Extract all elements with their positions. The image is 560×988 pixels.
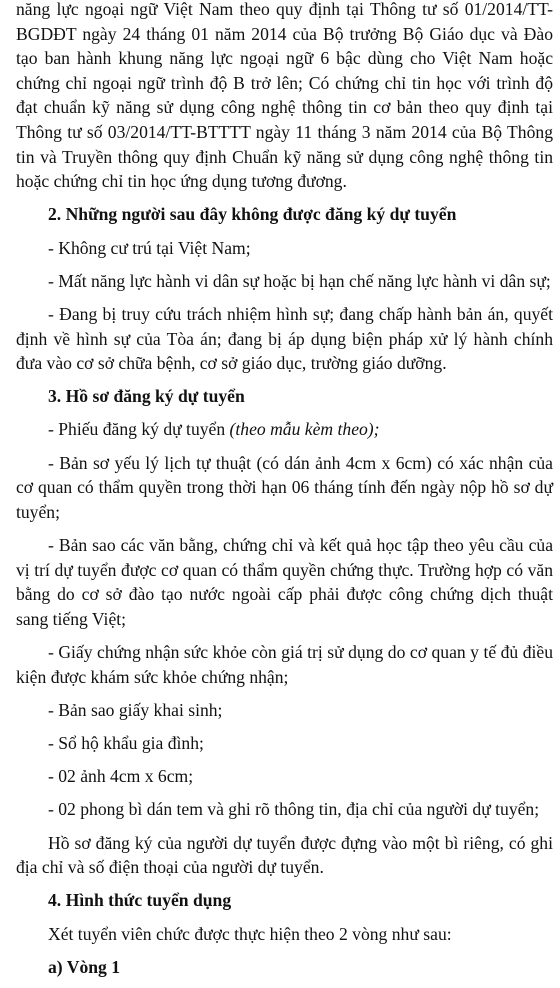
heading-round-1: a) Vòng 1: [48, 956, 121, 977]
list-item-diplomas: - Bản sao các văn bằng, chứng chỉ và kết quả học tập theo yêu cầu của vị trí dự tuyển được cơ quan có thẩm quyền chứng thực. Trường hợp có văn bằng do cơ sở đào tạo nước ngoài cấp phải được công chứng dịch thuật sang tiếng Việt;: [16, 535, 553, 629]
list-item-household-register: - Sổ hộ khẩu gia đình;: [48, 732, 204, 753]
paragraph-language-it-requirements: năng lực ngoại ngữ Việt Nam theo quy định tại Thông tư số 01/2014/TT-BGDĐT ngày 24 tháng 01 năm 2014 của Bộ trưởng Bộ Giáo dục và Đào tạo ban hành khung năng lực ngoại ngữ 6 bậc dùng cho Việt Nam hoặc chứng chỉ ngoại ngữ trình độ B trở lên; Có chứng chỉ tin học với trình độ đạt chuẩn kỹ năng sử dụng công nghệ thông tin cơ bản theo quy định tại Thông tư số 03/2014/TT-BTTTT ngày 11 tháng 3 năm 2014 của Bộ Thông tin và Truyền thông quy định Chuẩn kỹ năng sử dụng công nghệ thông tin hoặc chứng chỉ tin học ứng dụng tương đương.: [16, 0, 553, 192]
list-item-civil-capacity: - Mất năng lực hành vi dân sự hoặc bị hạn chế năng lực hành vi dân sự;: [48, 270, 551, 291]
list-item-photos: - 02 ảnh 4cm x 6cm;: [48, 766, 194, 787]
heading-recruitment-form: 4. Hình thức tuyển dụng: [48, 890, 232, 911]
heading-application-dossier: 3. Hồ sơ đăng ký dự tuyển: [48, 386, 245, 407]
list-item-birth-certificate: - Bản sao giấy khai sinh;: [48, 699, 223, 720]
heading-ineligible-persons: 2. Những người sau đây không được đăng ký dự tuyển: [48, 204, 457, 225]
paragraph-two-rounds: Xét tuyển viên chức được thực hiện theo 2 vòng như sau:: [48, 923, 452, 944]
paragraph-dossier-packaging: Hồ sơ đăng ký của người dự tuyển được đựng vào một bì riêng, có ghi địa chỉ và số điện thoại của người dự tuyển.: [16, 832, 553, 878]
list-item-envelopes: - 02 phong bì dán tem và ghi rõ thông tin, địa chỉ của người dự tuyển;: [48, 799, 540, 820]
application-form-note: (theo mẫu kèm theo);: [229, 419, 380, 440]
application-form-text: - Phiếu đăng ký dự tuyển: [48, 419, 230, 440]
list-item-application-form: [16, 417, 553, 442]
list-item-health-certificate: - Giấy chứng nhận sức khỏe còn giá trị sử dụng do cơ quan y tế đủ điều kiện được khám sức khỏe chứng nhận;: [16, 642, 553, 687]
list-item-curriculum-vitae: - Bản sơ yếu lý lịch tự thuật (có dán ảnh 4cm x 6cm) có xác nhận của cơ quan có thẩm quyền trong thời hạn 06 tháng tính đến ngày nộp hồ sơ dự tuyển;: [16, 452, 553, 522]
document-page: [16, 0, 553, 988]
list-item-no-residence: - Không cư trú tại Việt Nam;: [48, 237, 251, 258]
list-item-criminal-proceedings: - Đang bị truy cứu trách nhiệm hình sự; đang chấp hành bản án, quyết định về hình sự của Tòa án; đang bị áp dụng biện pháp xử lý hành chính đưa vào cơ sở chữa bệnh, cơ sở giáo dục, trường giáo dưỡng.: [16, 303, 553, 374]
